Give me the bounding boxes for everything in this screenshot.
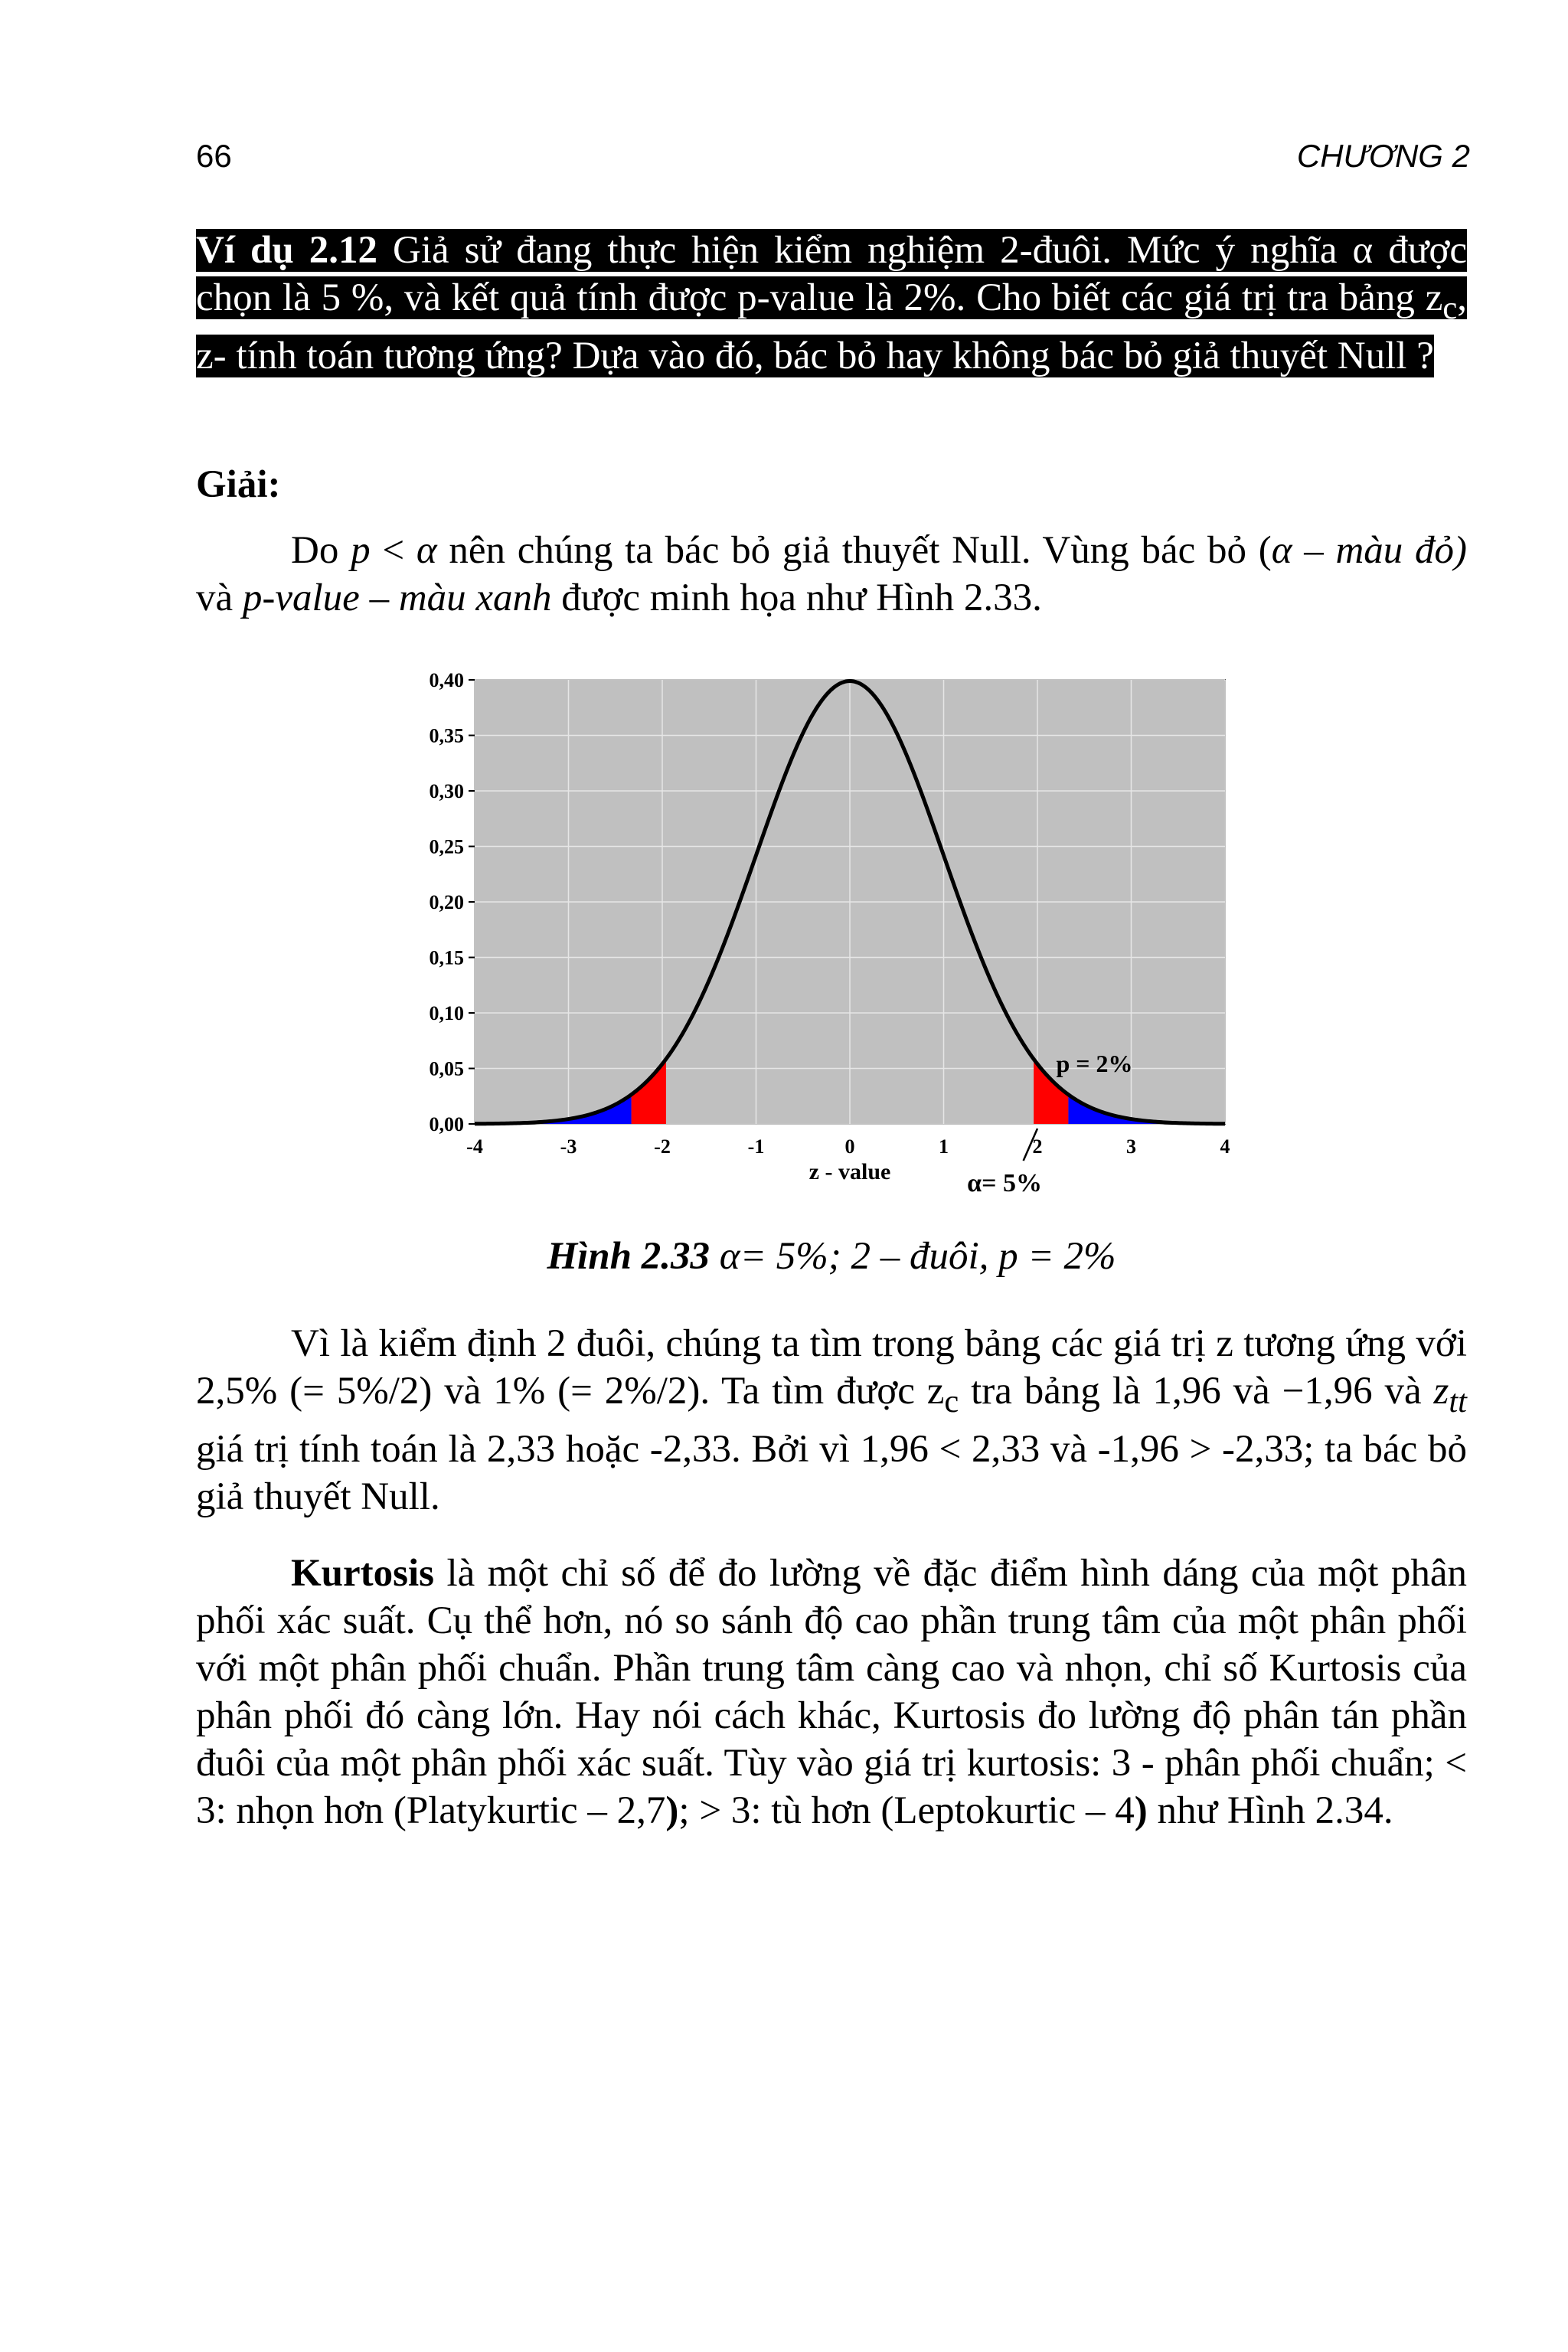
x-tick-label: 2 — [1032, 1135, 1043, 1158]
x-tick-label: 3 — [1126, 1135, 1136, 1158]
example-text-b: , z- tính toán tương ứng? Dựa vào đó, bác bỏ hay không bác bỏ giả thuyết Null ? — [196, 276, 1467, 378]
x-tick-label: 4 — [1220, 1135, 1230, 1158]
para1-p: p — [351, 529, 371, 572]
x-tick-label: -4 — [466, 1135, 483, 1158]
normal-distribution-chart — [398, 665, 1263, 1200]
para1-text-2: < — [370, 529, 416, 572]
para3-bold-paren-1: ) — [665, 1789, 679, 1832]
para2-subscript-c: c — [944, 1383, 959, 1420]
figure-normal-distribution — [398, 665, 1263, 1200]
chapter-title: CHƯƠNG 2 — [1296, 138, 1470, 174]
y-tick-label: 0,35 — [429, 724, 464, 747]
paragraph-kurtosis — [196, 1550, 1467, 1834]
y-tick-label: 0,15 — [429, 946, 464, 969]
x-tick-label: 1 — [939, 1135, 949, 1158]
para2-z: z — [1433, 1370, 1449, 1413]
para1-alpha: α — [416, 529, 437, 572]
page-header — [196, 138, 1470, 184]
paragraph-solution — [196, 527, 1467, 622]
solution-heading: Giải: — [196, 463, 281, 506]
para2-subscript-tt: tt — [1449, 1383, 1467, 1420]
para2-text-1: Vì là kiểm định 2 đuôi, chúng ta tìm trong bảng các giá trị z tương ứng với 2,5% (= 5%/2) và 1% (= 2%/2). Ta tìm được z — [196, 1322, 1467, 1413]
figure-caption — [196, 1233, 1467, 1280]
y-tick-label: 0,05 — [429, 1057, 464, 1080]
y-tick-label: 0,40 — [429, 669, 464, 691]
kurtosis-term: Kurtosis — [291, 1552, 435, 1595]
x-tick-label: -3 — [560, 1135, 577, 1158]
example-text-a: Giả sử đang thực hiện kiểm nghiệm 2-đuôi. Mức ý nghĩa α được chọn là 5 %, và kết quả tính được p-value là 2%. Cho biết các giá trị tra bảng z — [196, 229, 1467, 319]
x-tick-label: 0 — [844, 1135, 855, 1158]
caption-label: Hình 2.33 — [547, 1235, 710, 1278]
x-tick-label: -1 — [747, 1135, 765, 1158]
page-number: 66 — [196, 138, 232, 174]
para1-italic-1: α – màu đỏ) — [1271, 529, 1468, 572]
y-tick-label: 0,00 — [429, 1113, 464, 1135]
para1-text-4: và — [196, 577, 243, 619]
para3-text-1: là một chỉ số để đo lường về đặc điểm hình dáng của một phân phối xác suất. Cụ thể hơn, nó so sánh độ cao phần trung tâm của một phân phối với một phân phối chuẩn. Phần trung tâm càng cao và nhọn, chỉ số Kurtosis của phân phối đó càng lớn. Hay nói cách khác, Kurtosis đo lường độ phân tán phần đuôi của một phân phối xác suất. Tùy vào giá trị kurtosis: 3 - phân phối chuẩn; < 3: nhọn hơn (Platykurtic – 2,7 — [196, 1552, 1467, 1832]
paragraph-two-tailed — [196, 1320, 1467, 1521]
x-tick-label: -2 — [654, 1135, 671, 1158]
caption-text: α= 5%; 2 – đuôi, p = 2% — [710, 1235, 1116, 1278]
para1-text-1: Do — [291, 529, 351, 572]
para3-text-2: ; > 3: tù hơn (Leptokurtic – 4 — [678, 1789, 1135, 1832]
y-tick-label: 0,25 — [429, 835, 464, 858]
annotation-alpha: α= 5% — [967, 1169, 1042, 1197]
para1-italic-2: p-value – màu xanh — [242, 577, 552, 619]
para2-text-2: tra bảng là 1,96 và −1,96 và — [959, 1370, 1434, 1413]
y-tick-label: 0,20 — [429, 891, 464, 913]
para1-text-5: được minh họa như Hình 2.33. — [551, 577, 1042, 619]
para2-text-3: giá trị tính toán là 2,33 hoặc -2,33. Bởi vì 1,96 < 2,33 và -1,96 > -2,33; ta bác bỏ giả thuyết Null. — [196, 1428, 1467, 1519]
example-subscript-c: c — [1442, 290, 1458, 327]
y-tick-label: 0,30 — [429, 780, 464, 802]
x-axis-label: z - value — [808, 1159, 891, 1184]
annotation-p: p = 2% — [1056, 1049, 1133, 1077]
y-tick-label: 0,10 — [429, 1002, 464, 1024]
para1-text-3: nên chúng ta bác bỏ giả thuyết Null. Vùng bác bỏ ( — [436, 529, 1272, 572]
example-block — [196, 227, 1467, 380]
example-label: Ví dụ 2.12 — [196, 229, 378, 272]
para3-text-3: như Hình 2.34. — [1147, 1789, 1393, 1832]
para3-bold-paren-2: ) — [1134, 1789, 1148, 1832]
